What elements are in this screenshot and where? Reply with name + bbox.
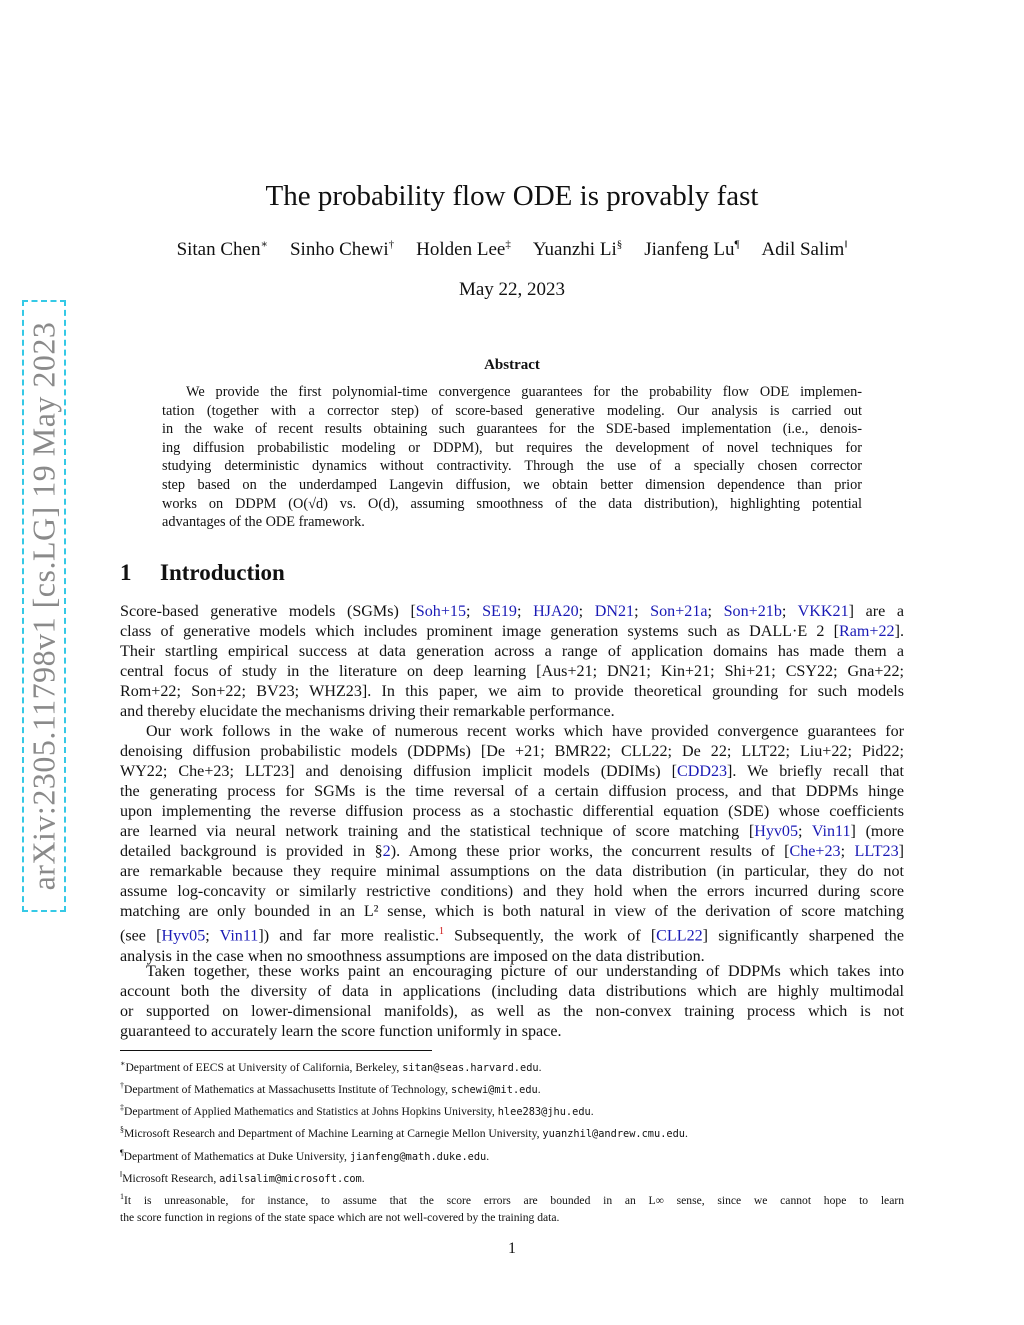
section-title: Introduction <box>160 560 285 585</box>
paragraph-line: detailed background is provided in §2). Among these prior works, the concurrent results of [Che+23; LLT23] <box>120 843 904 861</box>
author-list <box>0 238 1024 261</box>
citation-link[interactable]: VKK21 <box>797 603 849 620</box>
footnote-mark: 1 <box>120 1191 124 1201</box>
footnote-text: Department of EECS at University of California, Berkeley, <box>125 1060 403 1074</box>
author-affiliation-mark[interactable]: † <box>388 239 395 251</box>
citation-link[interactable]: DN21 <box>594 603 635 620</box>
footnote-mark: ‖ <box>120 1169 123 1179</box>
abstract-line: studying deterministic dynamics without contractivity. Through the use of a specially chosen corrector <box>162 458 862 475</box>
paper-date: May 22, 2023 <box>458 279 566 300</box>
citation-link[interactable]: Vin11 <box>219 927 259 945</box>
paragraph-line: or supported on lower-dimensional manifolds), as well as the non-convex training process which is not <box>120 1003 904 1021</box>
footnote-1-line: the score function in regions of the state space which are not well-covered by the training data. <box>120 1211 560 1225</box>
paragraph-line: Score-based generative models (SGMs) [Soh+15; SE19; HJA20; DN21; Son+21a; Son+21b; VKK21] are a <box>120 603 904 620</box>
author-name: Sitan Chen∗ <box>176 239 268 261</box>
paragraph-line: (see [Hyv05; Vin11]) and far more realistic.$^1$ Subsequently, the work of [CLL22] significantly sharpened the <box>120 926 904 945</box>
abstract-line: advantages of the ODE framework. <box>162 514 365 531</box>
email-address[interactable]: hlee283@jhu.edu <box>497 1106 591 1119</box>
footnote-affiliation: ‡Department of Applied Mathematics and Statistics at Johns Hopkins University, hlee283@jhu.edu. <box>120 1103 594 1119</box>
email-address[interactable]: adilsalim@microsoft.com <box>219 1172 362 1185</box>
paragraph-line: matching are only bounded in an L² sense, which is both natural in view of the derivation of score matching <box>120 903 904 921</box>
abstract-heading: Abstract <box>484 357 540 373</box>
footnote-text: Microsoft Research, <box>122 1171 220 1185</box>
citation-link[interactable]: Hyv05 <box>754 823 799 841</box>
arxiv-identifier[interactable]: arXiv:2305.11798v1 [cs.LG] 19 May 2023 <box>25 321 62 891</box>
author-affiliation-mark[interactable]: ∗ <box>260 239 268 251</box>
paper-title: The probability flow ODE is provably fast <box>265 180 759 212</box>
paragraph-2 <box>120 722 904 967</box>
abstract-line: tation (together with a corrector step) of score-based generative modeling. Our analysis is carried out <box>162 402 862 419</box>
footnote-text: Department of Mathematics at Massachusetts Institute of Technology, <box>124 1083 451 1097</box>
abstract-line: step based on the underdamped Langevin diffusion, we obtain better dimension dependence than prior <box>162 476 862 493</box>
author-affiliation-mark[interactable]: ¶ <box>734 239 740 251</box>
page-number: 1 <box>508 1240 516 1257</box>
footnote-reference[interactable]: 1 <box>438 926 444 938</box>
paragraph-line: guaranteed to accurately learn the score function uniformly in space. <box>120 1023 562 1041</box>
footnote-divider <box>120 1050 432 1051</box>
abstract-line: ing diffusion probabilistic modeling or DDPM), but requires the development of novel techniques for <box>162 439 862 456</box>
paragraph-line: and thereby elucidate the mechanisms driving their remarkable performance. <box>120 703 615 721</box>
section-number: 1 <box>120 560 132 585</box>
author-name: Adil Salim‖ <box>761 239 848 261</box>
citation-link[interactable]: SE19 <box>482 603 517 620</box>
paragraph-line: Our work follows in the wake of numerous recent works which have provided convergence guarantees for <box>146 723 904 740</box>
paragraph-line: denoising diffusion probabilistic models (DDPMs) [De +21; BMR22; CLL22; De 22; LLT22; Liu+22; Pid22; <box>120 743 904 761</box>
footnote-text: Department of Mathematics at Duke University, <box>123 1149 350 1163</box>
email-address[interactable]: yuanzhil@andrew.cmu.edu <box>542 1128 686 1141</box>
footnote-mark: ‡ <box>120 1103 124 1113</box>
author-name: Jianfeng Lu¶ <box>644 239 740 261</box>
citation-link[interactable]: Soh+15 <box>415 603 467 620</box>
section-link[interactable]: 2 <box>382 843 391 861</box>
author-affiliation-mark[interactable]: ‡ <box>505 239 511 251</box>
footnote-affiliation: §Microsoft Research and Department of Machine Learning at Carnegie Mellon University, yuanzhil@andrew.cmu.edu. <box>120 1125 688 1141</box>
citation-link[interactable]: Son+21a <box>650 603 708 620</box>
paragraph-line: assume log-concavity or similarly restrictive conditions) and they hold when the errors incurred during score <box>120 883 904 901</box>
author-name: Yuanzhi Li§ <box>532 239 623 261</box>
paragraph-1 <box>120 602 904 722</box>
author-affiliation-mark[interactable]: § <box>616 239 623 251</box>
abstract-line: We provide the first polynomial-time convergence guarantees for the probability flow ODE implemen- <box>186 384 862 400</box>
paragraph-line: Their startling empirical success at data generation across a range of application domains has made them a <box>120 643 904 661</box>
author-name: Holden Lee‡ <box>416 239 511 261</box>
paragraph-line: WY22; Che+23; LLT23] and denoising diffusion implicit models (DDIMs) [CDD23]. We briefly recall that <box>120 763 904 781</box>
paragraph-line: are remarkable because they require minimal assumptions on the data distribution (in particular, they do not <box>120 863 904 881</box>
citation-link[interactable]: HJA20 <box>533 603 579 620</box>
paragraph-line: account both the diversity of data in applications (including data distributions which are highly multimodal <box>120 983 904 1001</box>
citation-link[interactable]: CLL22 <box>656 927 703 945</box>
paragraph-line: are learned via neural network training and the statistical technique of score matching [Hyv05; Vin11] (more <box>120 823 905 841</box>
paragraph-line: central focus of study in the literature on deep learning [Aus+21; DN21; Kin+21; Shi+21; CSY22; Gna+22; <box>120 663 904 681</box>
citation-link[interactable]: CDD23 <box>676 763 728 781</box>
footnote-1 <box>120 1188 904 1226</box>
abstract-body <box>162 383 862 532</box>
email-address[interactable]: sitan@seas.harvard.edu <box>402 1061 539 1074</box>
abstract-line: works on DDPM (O(√d) vs. O(d), assuming smoothness of the data distribution), highlighting potential <box>162 495 862 512</box>
paragraph-line: analysis in the case when no smoothness assumptions are imposed on the data distribution. <box>120 947 705 965</box>
citation-link[interactable]: Ram+22 <box>839 623 895 641</box>
author-affiliation-mark[interactable]: ‖ <box>844 239 848 251</box>
footnote-mark: § <box>120 1125 124 1135</box>
footnote-affiliation: ‖Microsoft Research, adilsalim@microsoft.com. <box>120 1169 365 1185</box>
email-address[interactable]: jianfeng@math.duke.edu <box>349 1150 487 1163</box>
citation-link[interactable]: Son+21b <box>723 603 782 620</box>
footnote-affiliation: ∗Department of EECS at University of California, Berkeley, sitan@seas.harvard.edu. <box>120 1059 542 1074</box>
footnote-affiliation: ¶Department of Mathematics at Duke University, jianfeng@math.duke.edu. <box>120 1147 490 1163</box>
footnote-mark: ∗ <box>120 1059 126 1068</box>
citation-link[interactable]: Che+23 <box>789 843 841 861</box>
citation-link[interactable]: LLT23 <box>854 843 899 861</box>
paragraph-line: Rom+22; Son+22; BV23; WHZ23]. In this paper, we aim to provide theoretical grounding for such models <box>120 683 904 701</box>
citation-link[interactable]: Vin11 <box>811 823 851 841</box>
abstract-line: in the wake of recent results obtaining such guarantees for the SDE-based implementation (i.e., denois- <box>162 421 862 438</box>
email-address[interactable]: schewi@mit.edu <box>450 1084 538 1097</box>
footnote-affiliation: †Department of Mathematics at Massachusetts Institute of Technology, schewi@mit.edu. <box>120 1081 541 1097</box>
citation-link[interactable]: Hyv05 <box>161 927 206 945</box>
paragraph-3 <box>120 962 904 1042</box>
footnote-text: Department of Applied Mathematics and Statistics at Johns Hopkins University, <box>124 1105 498 1119</box>
footnote-mark: ¶ <box>120 1147 124 1157</box>
section-heading <box>120 560 285 586</box>
author-name: Sinho Chewi† <box>289 239 395 261</box>
paragraph-line: upon implementing the reverse diffusion process as a stochastic differential equation (SDE) whose coefficients <box>120 803 904 821</box>
footnote-mark: † <box>120 1081 124 1091</box>
paragraph-line: Taken together, these works paint an encouraging picture of our understanding of DDPMs which takes into <box>146 963 904 980</box>
footnote-text: Microsoft Research and Department of Machine Learning at Carnegie Mellon University, <box>124 1127 543 1141</box>
paragraph-line: class of generative models which includes prominent image generation systems such as DALL·E 2 [Ram+22]. <box>120 623 904 641</box>
paragraph-line: the generating process for SGMs is the time reversal of a certain diffusion process, and that DDPMs hinge <box>120 783 904 801</box>
footnotes <box>120 1055 904 1226</box>
footnote-1-line: $^1$It is unreasonable, for instance, to assume that the score errors are bounded in an L∞ sense, since we cannot hope to learn <box>120 1191 904 1207</box>
